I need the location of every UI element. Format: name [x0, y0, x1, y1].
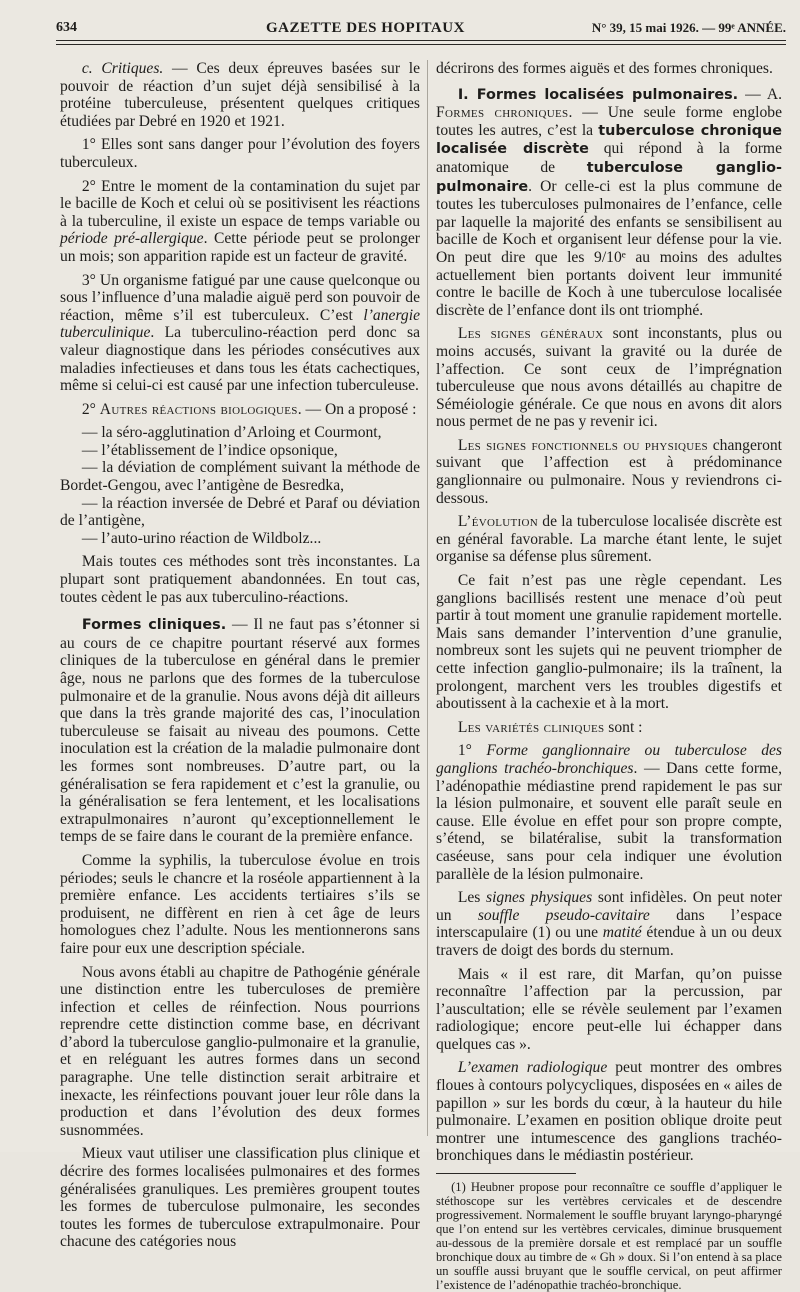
- examen-radiologique-paragraph: L’examen radiologique peut montrer des ombres floues à contours polycycliques, disposées en « ailes de papillon » sur les bords du cœur, à la hauteur du hile pulmonaire. L’examen en position oblique droite peut montrer une intumescence des ganglions trachéo-bronchiques dans le médiastin postérieur.: [436, 1059, 783, 1165]
- header-rule-thin: [56, 44, 786, 45]
- reaction-list-item: — l’établissement de l’indice opsonique,: [81, 441, 338, 459]
- signes-fonctionnels-paragraph: Les signes fonctionnels ou physiques changeront suivant que l’affection est à prédominance ganglionnaire ou pulmonaire. Nous y reviendrons ci-dessous.: [436, 436, 782, 507]
- formes-cliniques-paragraph: Formes cliniques. — Il ne faut pas s’étonner si au cours de ce chapitre pourtant réservé aux formes cliniques de la tuberculose en général dans le premier âge, nous ne parlons que des formes de la tuberculose pulmonaire et de la granulie. Nous avons déjà dit ailleurs que dans la très grande majorité des cas, l’inoculation tuberculeuse se faisait au niveau des poumons. Cette inoculation est la création de la maladie pulmonaire dont les formes sont nombreuses. D’autre part, ou la généralisation se fera rapidement et c’est la granulie, ou la généralisation se fera lentement, et les localisations extrapulmonaires n’auront qu’exceptionnellement le temps de se faire dans le courant de la première enfance.: [60, 616, 421, 846]
- reaction-list-item: — l’auto-urino réaction de Wildbolz...: [81, 529, 322, 547]
- formes-localisees-heading: I. Formes localisées pulmonaires.: [457, 86, 739, 103]
- critique-3: 3° Un organisme fatigué par une cause quelconque ou sous l’influence d’una maladie aiguë perd son pouvoir de réaction, même s’il est tuberculeux. C’est l’anergie tuberculinique. La tuberculino-réaction perd donc sa valeur diagnostique dans les périodes consécutives aux maladies infectieuses et dans tous les états cachectiques, même si celui-ci est causé par une infection tuberculeuse.: [60, 271, 420, 395]
- critiques-heading: c. Critiques.: [81, 60, 164, 77]
- page-number: 634: [56, 20, 77, 35]
- critique-2: 2° Entre le moment de la contamination du sujet par le bacille de Koch et celui où se positivisent les réactions à la tuberculine, il existe un espace de temps variable ou période pré-allergique. Cette période peut se prolonger un mois; son apparition rapide est un facteur de gravité.: [60, 177, 420, 265]
- column-divider: [427, 60, 428, 1136]
- classification-paragraph: Mieux vaut utiliser une classification plus clinique et décrire des formes localisées pulmonaires et des formes généralisées granuliques. Les premières groupent toutes les formes de tuberculose pulmonaire, les secondes toutes les formes de tuberculose extrapulmonaire. Pour chacune des catégories nous: [60, 1145, 420, 1251]
- formes-cliniques-heading: Formes cliniques.: [81, 617, 227, 634]
- autres-reactions-heading: Autres réactions biologiques: [99, 400, 298, 418]
- critiques-paragraph: c. Critiques. — Ces deux épreuves basées sur le pouvoir de réaction d’un sujet déjà sensibilisé à la protéine tuberculeuse, présentent quelques critiques étudiées par Debré en 1920 et 1921.: [60, 60, 420, 130]
- right-column: [436, 60, 782, 1292]
- footnote-rule: [436, 1173, 576, 1174]
- issue-info: N° 39, 15 mai 1926. — 99ᵉ ANNÉE.: [591, 20, 786, 35]
- header-rule-thick: [56, 40, 786, 41]
- continuation-paragraph: décrirons des formes aiguës et des formes chroniques.: [436, 60, 773, 77]
- page-header: [56, 14, 786, 36]
- pathogenie-paragraph: Nous avons établi au chapitre de Pathogénie générale une distinction entre les tuberculoses de première infection et celles de réinfection. Nous pourrions reprendre cette distinction comme base, en décrivant d’abord la tuberculose ganglio-pulmonaire et la granulie, et en reléguant les autres formes dans un second paragraphe. Une telle distinction serait arbitraire et inexacte, les réinfections pouvant jouer leur rôle dans la production et dans l’évolution des deux formes susnommées.: [60, 963, 420, 1139]
- reaction-list-item: — la séro-agglutination d’Arloing et Courmont,: [81, 424, 382, 442]
- footnote: [436, 1180, 782, 1292]
- journal-title: GAZETTE DES HOPITAUX: [266, 20, 465, 36]
- varietes-paragraph: Les variétés cliniques sont :: [457, 718, 643, 736]
- mais-paragraph: Mais toutes ces méthodes sont très inconstantes. La plupart sont pratiquement abandonnées. En tout cas, toutes cèdent le pas aux tuberculino-réactions.: [60, 553, 420, 606]
- evolution-paragraph: L’évolution de la tuberculose localisée discrète est en général favorable. La marche étant lente, le sujet organise sa défense plus sûrement.: [436, 513, 782, 566]
- signes-physiques-paragraph: Les signes physiques sont infidèles. On peut noter un souffle pseudo-cavitaire dans l’espace interscapulaire (1) ou une matité étendue à un ou deux travers de doigt des bords du sternum.: [436, 889, 783, 959]
- signes-generaux-paragraph: Les signes généraux sont inconstants, plus ou moins accusés, suivant la gravité ou la durée de l’affection. Ce sont ceux de l’imprégnation tuberculeuse que nous avons détaillés au chapitre de Séméiologie générale. Ce que nous en avons dit alors nous permet de ne pas y revenir ici.: [436, 325, 782, 431]
- footnote-text: (1) Heubner propose pour reconnaître ce souffle d’appliquer le stéthoscope sur les vertèbres cervicales et de descendre progressivement. Normalement le souffle bruyant laryngo-pharyngé que l’on entend sur les vertèbres cervicales, diminue brusquement au-dessous de la première dorsale et est remplacé par un souffle bronchique doux au timbre de « Gh » doux. Si l’on entend à sa place un souffle aussi bruyant que le souffle cervical, on peut affirmer l’existence de l’adénopathie trachéo-bronchique.: [436, 1180, 782, 1292]
- ce-fait-paragraph: Ce fait n’est pas une règle cependant. Les ganglions bacillisés restent une menace d’où peut partir à tout moment une granulie rapidement mortelle. Mais sans demander l’intervention d’une granulie, nombreux sont les sujets qui ne peuvent triompher de cette infection ganglio-pulmonaire; ils la traînent, la prolongent, marchent vers les troubles digestifs et aboutissent à la cachexie et à la mort.: [436, 572, 782, 713]
- syphilis-paragraph: Comme la syphilis, la tuberculose évolue en trois périodes; seuls le chancre et la roséole appartiennent à la première enfance. Les accidents tertiaires s’ils se produisent, ne diffèrent en rien à cet âge de leurs homologues chez l’adulte. Nous les mentionnerons sans faire pour eux une description spéciale.: [60, 851, 420, 957]
- reaction-list-item: — la réaction inversée de Debré et Paraf ou déviation de l’antigène,: [60, 494, 420, 530]
- marfan-quote-paragraph: Mais « il est rare, dit Marfan, qu’on puisse reconnaître l’affection par la percussion, par l’auscultation; elle se révèle seulement par l’examen radiologique; encore peut-elle lui échapper dans quelques cas ».: [436, 965, 782, 1053]
- critique-1: 1° Elles sont sans danger pour l’évolution des foyers tuberculeux.: [60, 136, 420, 171]
- left-column: [60, 60, 420, 1257]
- autres-reactions-paragraph: 2° Autres réactions biologiques. — On a proposé :: [81, 400, 417, 418]
- reaction-list-item: — la déviation de complément suivant la méthode de Bordet-Gengou, avec l’antigène de Besredka,: [60, 459, 420, 495]
- forme-ganglionnaire-paragraph: 1° Forme ganglionnaire ou tuberculose des ganglions trachéo-bronchiques. — Dans cette forme, l’adénopathie médiastine prend rapidement le pas sur la lésion pulmonaire, et souvent elle paraît seule en cause. Elle évolue en effet pour son propre compte, s’étend, se bilatéralise, subit la transformation caséeuse, sans pour cela indiquer une évolution parallèle de la lésion pulmonaire.: [436, 742, 782, 883]
- formes-localisees-paragraph: I. Formes localisées pulmonaires. — A. Formes chroniques. — Une seule forme englobe toutes les autres, c’est la tuberculose chronique localisée discrète qui répond à la forme anatomique de tuberculose ganglio-pulmonaire. Or celle-ci est la plus commune de toutes les tuberculoses pulmonaires de l’enfance, celle par laquelle la majorité des enfants se sensibilisent au bacille de Koch et organisent leur défense pour la vie. On peut dire que les 9/10ᵉ au moins des adultes actuellement bien portants doivent leur immunité contre le bacille de Koch à une tuberculose localisée discrète de l’enfance dont ils ont triomphé.: [436, 85, 783, 319]
